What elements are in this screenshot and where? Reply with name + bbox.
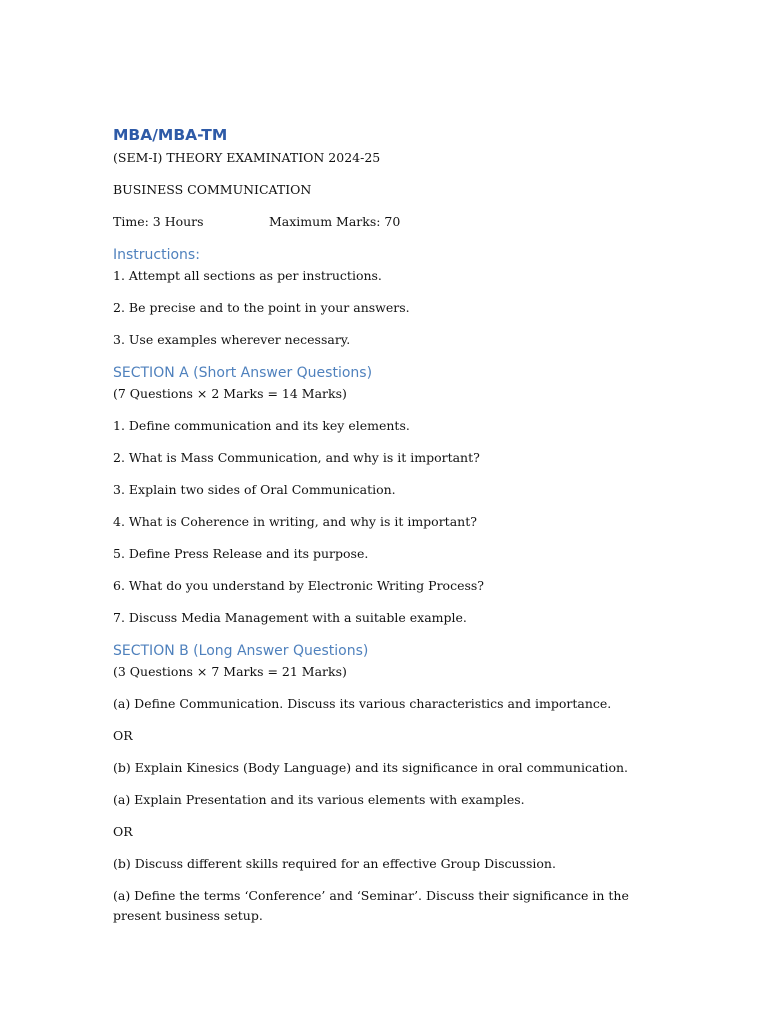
question-item: 6. What do you understand by Electronic Writing Process? xyxy=(113,578,485,593)
exam-title: (SEM-I) THEORY EXAMINATION 2024-25 xyxy=(113,150,381,165)
program-title: MBA/MBA-TM xyxy=(113,126,228,144)
instruction-item: 3. Use examples wherever necessary. xyxy=(113,332,351,347)
question-item: 4. What is Coherence in writing, and why is it important? xyxy=(113,514,477,529)
section-b-heading: SECTION B (Long Answer Questions) xyxy=(113,643,369,659)
or-separator: OR xyxy=(113,728,133,743)
question-line: (a) Explain Presentation and its various elements with examples. xyxy=(113,792,525,807)
time-text: Time: 3 Hours xyxy=(113,214,204,229)
section-a-heading: SECTION A (Short Answer Questions) xyxy=(113,365,373,381)
question-item: 5. Define Press Release and its purpose. xyxy=(113,546,369,561)
question-item: 7. Discuss Media Management with a suitable example. xyxy=(113,610,467,625)
max-marks-text: Maximum Marks: 70 xyxy=(269,214,401,229)
instruction-item: 2. Be precise and to the point in your answers. xyxy=(113,300,410,315)
subject-title: BUSINESS COMMUNICATION xyxy=(113,182,312,197)
question-item: 1. Define communication and its key elements. xyxy=(113,418,410,433)
time-marks-row xyxy=(113,212,653,232)
question-line: (b) Explain Kinesics (Body Language) and its significance in oral communication. xyxy=(113,760,629,775)
question-line: (a) Define the terms ‘Conference’ and ‘Seminar’. Discuss their significance in the present business setup. xyxy=(113,888,629,923)
question-item: 3. Explain two sides of Oral Communication. xyxy=(113,482,396,497)
section-b-marks: (3 Questions × 7 Marks = 21 Marks) xyxy=(113,664,347,679)
question-item: 2. What is Mass Communication, and why is it important? xyxy=(113,450,480,465)
instruction-item: 1. Attempt all sections as per instructions. xyxy=(113,268,382,283)
exam-document xyxy=(113,124,653,938)
instructions-heading: Instructions: xyxy=(113,247,200,263)
section-a-marks: (7 Questions × 2 Marks = 14 Marks) xyxy=(113,386,347,401)
question-line: (b) Discuss different skills required for an effective Group Discussion. xyxy=(113,856,556,871)
question-line: (a) Define Communication. Discuss its various characteristics and importance. xyxy=(113,696,612,711)
or-separator: OR xyxy=(113,824,133,839)
